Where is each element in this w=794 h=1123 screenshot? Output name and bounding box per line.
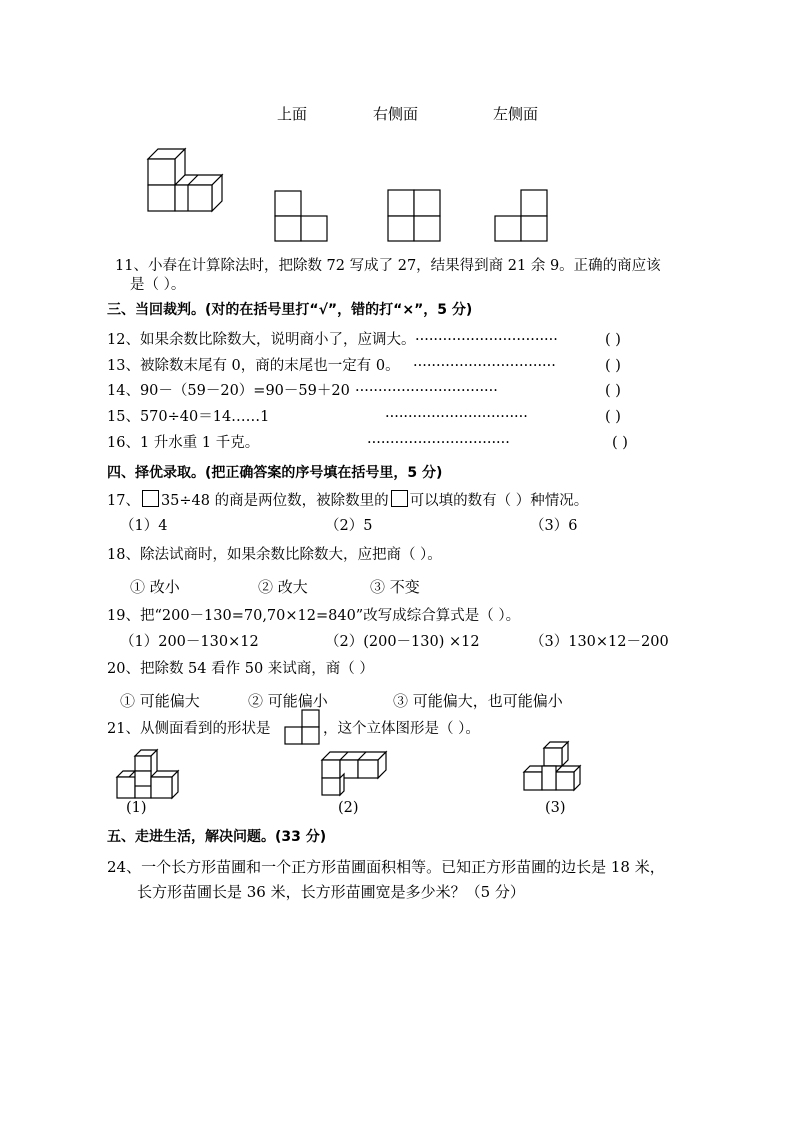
question-21-text-b: ，这个立体图形是（ ）。 [323, 721, 480, 737]
question-24-line2: 长方形苗圃长是 36 米，长方形苗圃宽是多少米？（5 分） [137, 883, 525, 901]
question-17-option-3[interactable]: （3）6 [530, 518, 578, 534]
section-5-heading: 五、走进生活，解决问题。(33 分) [107, 829, 327, 845]
section-4-heading: 四、择优录取。(把正确答案的序号填在括号里，5 分) [107, 465, 443, 481]
question-20-option-1[interactable]: ① 可能偏大 [120, 692, 200, 710]
question-19-option-2[interactable]: （2）(200－130) ×12 [325, 634, 480, 650]
question-16: 16、1 升水重 1 千克。 [107, 435, 260, 451]
top-view-figure [274, 190, 334, 245]
question-18: 18、除法试商时，如果余数比除数大，应把商（ ）。 [107, 547, 442, 563]
question-17-option-2[interactable]: （2）5 [325, 518, 373, 534]
left-view-figure [494, 189, 554, 244]
question-15-answer-paren[interactable]: ( ) [605, 409, 621, 425]
question-13: 13、被除数末尾有 0，商的末尾也一定有 0。 [107, 358, 400, 374]
solid-option-2-label[interactable]: (2) [338, 800, 359, 816]
cube-figure-3d [140, 145, 230, 215]
question-11-line2: 是（ ）。 [130, 277, 186, 293]
view-label-left: 左侧面 [493, 105, 539, 123]
question-14: 14、90－（59－20）=90－59＋20 [107, 383, 350, 399]
question-12-dots: ······························· [415, 332, 558, 348]
question-14-dots: ······························· [355, 383, 498, 399]
question-20-option-2[interactable]: ② 可能偏小 [248, 692, 328, 710]
question-18-option-1[interactable]: ① 改小 [130, 578, 180, 596]
question-12-answer-paren[interactable]: ( ) [605, 332, 621, 348]
right-view-figure [387, 189, 447, 244]
side-view-shape [284, 709, 324, 749]
question-18-option-3[interactable]: ③ 不变 [370, 578, 420, 596]
question-11-line1: 11、小春在计算除法时，把除数 72 写成了 27，结果得到商 21 余 9。正确的商应该 [115, 258, 661, 274]
solid-option-3-figure [522, 740, 597, 798]
question-24-line1: 24、一个长方形苗圃和一个正方形苗圃面积相等。已知正方形苗圃的边长是 18 米， [107, 858, 665, 876]
question-19-option-1[interactable]: （1）200－130×12 [120, 634, 259, 650]
blank-box [391, 490, 408, 507]
question-13-dots: ······························· [413, 358, 556, 374]
question-17-text-b: 可以填的数有（ ）种情况。 [409, 493, 589, 509]
question-20: 20、把除数 54 看作 50 来试商，商（ ） [107, 661, 374, 677]
question-21-text-a: 21、从侧面看到的形状是 [107, 721, 271, 737]
question-18-option-2[interactable]: ② 改大 [258, 578, 308, 596]
view-label-top: 上面 [277, 105, 308, 123]
question-15: 15、570÷40＝14……1 [107, 409, 270, 425]
question-17-option-1[interactable]: （1）4 [120, 518, 168, 534]
view-label-right: 右侧面 [373, 105, 419, 123]
question-14-answer-paren[interactable]: ( ) [605, 383, 621, 399]
question-19-option-3[interactable]: （3）130×12－200 [530, 634, 669, 650]
question-16-answer-paren[interactable]: ( ) [612, 435, 628, 451]
question-15-dots: ······························· [385, 409, 528, 425]
question-16-dots: ······························· [367, 435, 510, 451]
solid-option-1-label[interactable]: (1) [126, 800, 147, 816]
question-17 [107, 490, 588, 511]
solid-option-2-figure [318, 750, 393, 800]
blank-box[interactable] [142, 490, 159, 507]
solid-option-1-figure [115, 748, 190, 803]
question-17-number: 17、 [107, 493, 140, 509]
question-12: 12、如果余数比除数大，说明商小了，应调大。 [107, 332, 416, 348]
question-19: 19、把“200－130=70,70×12=840”改写成综合算式是（ ）。 [107, 608, 521, 624]
question-13-answer-paren[interactable]: ( ) [605, 358, 621, 374]
solid-option-3-label[interactable]: (3) [545, 800, 566, 816]
section-3-heading: 三、当回裁判。(对的在括号里打“√”，错的打“×”，5 分) [107, 302, 473, 318]
question-17-text-a: 35÷48 的商是两位数，被除数里的 [160, 493, 389, 509]
question-20-option-3[interactable]: ③ 可能偏大，也可能偏小 [393, 692, 563, 710]
